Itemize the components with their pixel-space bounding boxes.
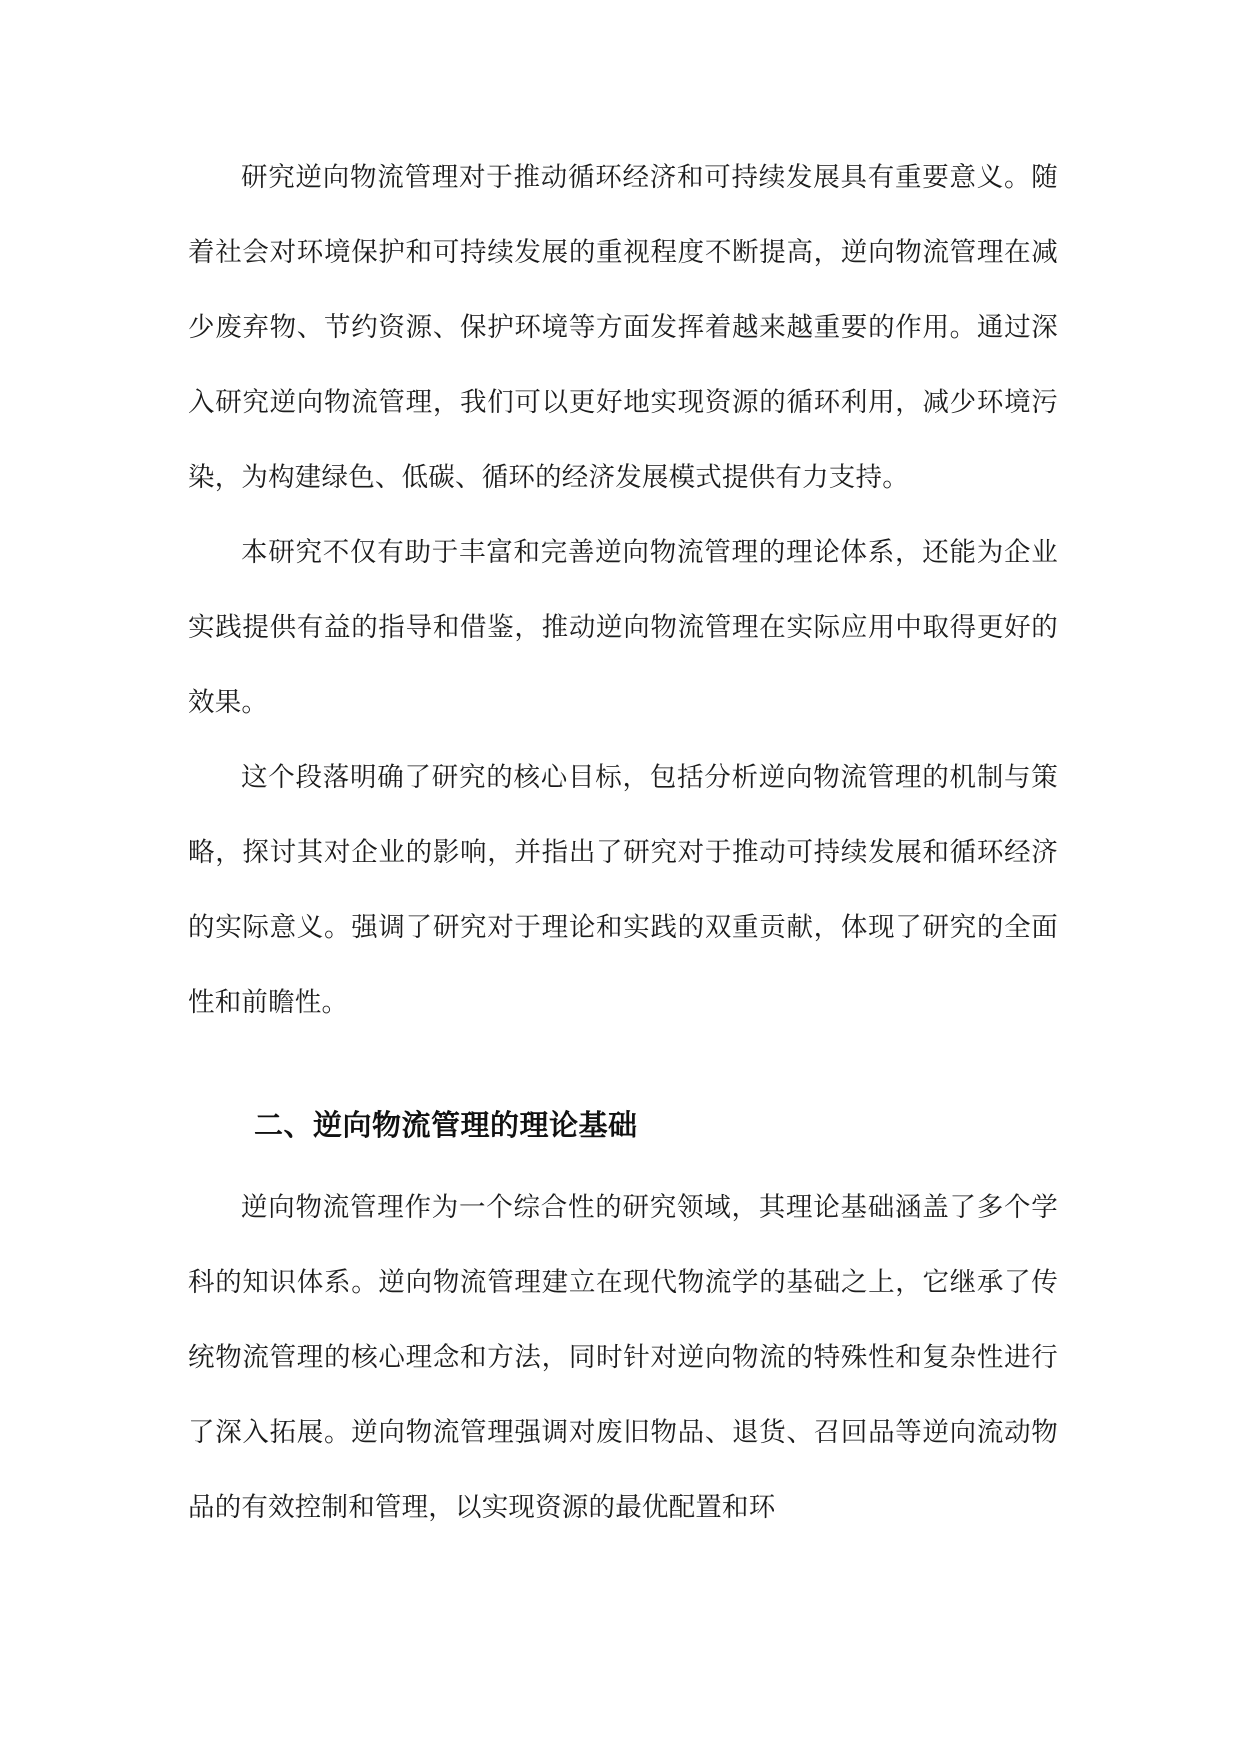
paragraph-research-significance: 研究逆向物流管理对于推动循环经济和可持续发展具有重要意义。随着社会对环境保护和可持续发展的重视程度不断提高，逆向物流管理在减少废弃物、节约资源、保护环境等方面发挥着越来越重要的作用。通过深入研究逆向物流管理，我们可以更好地实现资源的循环利用，减少环境污染，为构建绿色、低碳、循环的经济发展模式提供有力支持。: [188, 162, 1058, 493]
section-heading: 二、逆向物流管理的理论基础: [254, 1108, 638, 1142]
document-body: [188, 140, 1058, 1545]
paragraph-theory-and-practice: 本研究不仅有助于丰富和完善逆向物流管理的理论体系，还能为企业实践提供有益的指导和借鉴，推动逆向物流管理在实际应用中取得更好的效果。: [188, 537, 1058, 718]
paragraph-core-objectives: 这个段落明确了研究的核心目标，包括分析逆向物流管理的机制与策略，探讨其对企业的影响，并指出了研究对于推动可持续发展和循环经济的实际意义。强调了研究对于理论和实践的双重贡献，体现了研究的全面性和前瞻性。: [188, 762, 1058, 1018]
paragraph-theoretical-foundation: 逆向物流管理作为一个综合性的研究领域，其理论基础涵盖了多个学科的知识体系。逆向物流管理建立在现代物流学的基础之上，它继承了传统物流管理的核心理念和方法，同时针对逆向物流的特殊性和复杂性进行了深入拓展。逆向物流管理强调对废旧物品、退货、召回品等逆向流动物品的有效控制和管理，以实现资源的最优配置和环: [188, 1192, 1058, 1523]
